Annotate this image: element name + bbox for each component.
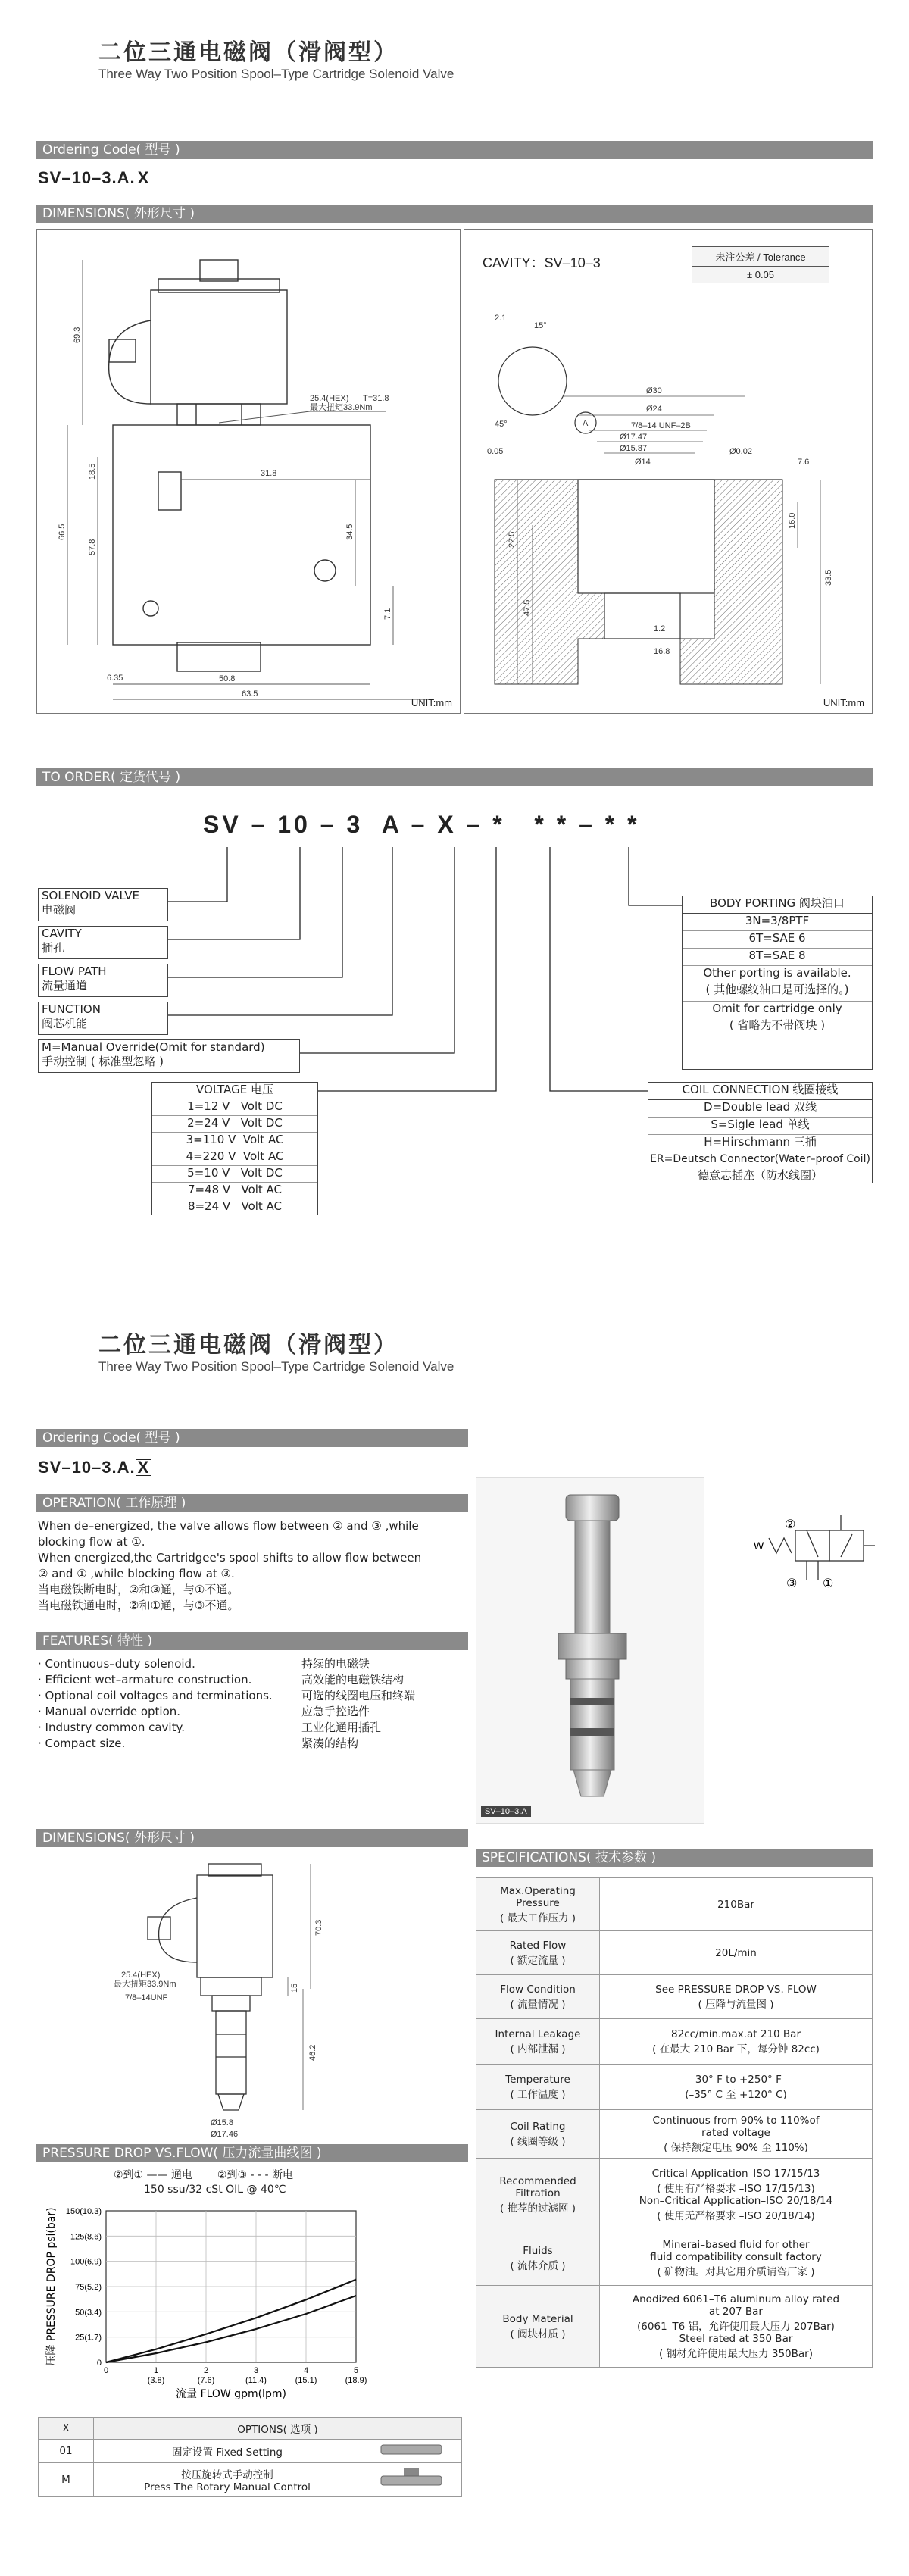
label-manual-cn: 手动控制 ( 标准型忽略 ) bbox=[42, 1055, 164, 1068]
to-order-bar: TO ORDER( 定货代号 ) bbox=[36, 768, 873, 786]
y-tick-label: 100(6.9) bbox=[70, 2257, 102, 2267]
label-flow-path-cn: 流量通道 bbox=[42, 979, 88, 993]
x-tick-label: (11.4) bbox=[245, 2376, 267, 2385]
model-code-prefix: SV–10–3.A. bbox=[38, 1458, 136, 1477]
dim-635b: 63.5 bbox=[242, 689, 258, 699]
feature-item: · Compact size. bbox=[38, 1737, 126, 1750]
y-tick-label: 75(5.2) bbox=[75, 2283, 102, 2292]
dim-635: 6.35 bbox=[107, 674, 123, 683]
operation-line: When de–energized, the valve allows flow between ② and ③ ,while bbox=[38, 1519, 419, 1533]
symbol-port-2: ② bbox=[785, 1517, 796, 1531]
spec-value: Anodized 6061–T6 aluminum alloy rated at 207 Bar (6061–T6 铝，允许使用最大压力 207Bar) Steel rated at 350 Bar ( 钢材允许使用最大压力 350Bar) bbox=[600, 2286, 873, 2368]
page2-dimension-drawing bbox=[38, 1852, 462, 2144]
dim-665: 66.5 bbox=[58, 524, 67, 540]
cav-a: A bbox=[583, 419, 589, 428]
page2-ordering-bar: Ordering Code( 型号 ) bbox=[36, 1429, 468, 1447]
feature-item: · Manual override option. bbox=[38, 1705, 181, 1718]
cavity-title: CAVITY：SV–10–3 bbox=[483, 255, 601, 270]
x-tick-label: 5 bbox=[353, 2366, 359, 2375]
p2-d462: 46.2 bbox=[308, 2044, 317, 2061]
cav-d24: Ø24 bbox=[646, 405, 662, 414]
coil-row: H=Hirschmann 三插 bbox=[648, 1135, 872, 1152]
body-title: BODY PORTING 阀块油口 bbox=[683, 896, 872, 914]
x-tick-label: (7.6) bbox=[197, 2376, 215, 2385]
x-tick-label: (3.8) bbox=[147, 2376, 165, 2385]
hydraulic-symbol bbox=[750, 1512, 879, 1595]
dim-508: 50.8 bbox=[219, 674, 236, 683]
coil-table bbox=[648, 1082, 873, 1183]
chart-legend bbox=[114, 2167, 293, 2182]
feature-item: · Efficient wet–armature construction. bbox=[38, 1673, 252, 1687]
option-code: M bbox=[39, 2463, 94, 2497]
spec-row bbox=[476, 2019, 873, 2065]
page1-title-en: Three Way Two Position Spool–Type Cartridge Solenoid Valve bbox=[98, 67, 454, 81]
voltage-row: 4=220 V Volt AC bbox=[152, 1149, 317, 1166]
tolerance-value: ± 0.05 bbox=[746, 269, 775, 280]
y-tick-label: 125(8.6) bbox=[70, 2232, 102, 2242]
label-cavity-cn: 插孔 bbox=[42, 941, 65, 955]
dim-t: T=31.8 bbox=[363, 394, 389, 403]
photo-caption: SV–10–3.A bbox=[481, 1806, 531, 1817]
x-tick-label: 2 bbox=[203, 2366, 209, 2375]
cav-45: 45° bbox=[495, 420, 508, 429]
cav-15: 15° bbox=[534, 321, 547, 330]
model-code-box: X bbox=[136, 170, 152, 186]
feature-item-cn: 紧凑的结构 bbox=[301, 1737, 359, 1750]
page2-title-en: Three Way Two Position Spool–Type Cartridge Solenoid Valve bbox=[98, 1359, 454, 1374]
page2-title-cn: 二位三通电磁阀（滑阀型） bbox=[98, 1332, 398, 1358]
spec-value: –30° F to +250° F (–35° C 至 +120° C) bbox=[600, 2065, 873, 2110]
body-porting-table bbox=[682, 896, 873, 1070]
spec-row bbox=[476, 2110, 873, 2159]
feature-item-cn: 应急手控选件 bbox=[301, 1705, 370, 1718]
coil-title: COIL CONNECTION 线圈接线 bbox=[648, 1083, 872, 1100]
x-tick-label: 4 bbox=[303, 2366, 309, 2375]
symbol-w: W bbox=[754, 1540, 764, 1552]
x-tick-label: 1 bbox=[153, 2366, 159, 2375]
y-axis-label: 压降 PRESSURE DROP psi(bar) bbox=[45, 2207, 58, 2366]
voltage-row: 7=48 V Volt AC bbox=[152, 1183, 317, 1199]
operation-line: ② and ① ,while blocking flow at ③. bbox=[38, 1567, 235, 1580]
label-solenoid-cn: 电磁阀 bbox=[42, 903, 77, 917]
legend-energized: ②到① —— 通电 bbox=[114, 2169, 193, 2181]
option-code: 01 bbox=[39, 2440, 94, 2463]
y-tick-label: 0 bbox=[96, 2359, 102, 2368]
spec-key: Temperature ( 工作温度 ) bbox=[476, 2065, 600, 2110]
cav-d1587: Ø15.87 bbox=[620, 444, 648, 453]
spec-row bbox=[476, 1931, 873, 1975]
cartridge-outline bbox=[38, 1852, 462, 2144]
options-table-grid bbox=[38, 2417, 462, 2497]
dim-hex: 25.4(HEX) bbox=[310, 394, 349, 403]
spec-key: Fluids ( 流体介质 ) bbox=[476, 2231, 600, 2286]
label-manual-en: M=Manual Override(Omit for standard) bbox=[42, 1040, 265, 1054]
p2-thread: 7/8–14UNF bbox=[125, 1993, 168, 2002]
operation-line: blocking flow at ①. bbox=[38, 1535, 145, 1549]
p2-torque: 最大扭矩33.9Nm bbox=[114, 1980, 176, 1989]
dim-318: 31.8 bbox=[261, 469, 277, 478]
y-tick-label: 25(1.7) bbox=[75, 2333, 102, 2343]
cav-d12: 1.2 bbox=[654, 624, 666, 633]
spec-value: 20L/min bbox=[600, 1931, 873, 1975]
cavity-drawing bbox=[464, 230, 872, 713]
dimensions-left-panel bbox=[36, 229, 461, 714]
cav-d14: Ø14 bbox=[635, 458, 651, 467]
spec-key: Max.Operating Pressure ( 最大工作压力 ) bbox=[476, 1878, 600, 1931]
coil-row: ER=Deutsch Connector(Water–proof Coil) bbox=[650, 1153, 870, 1165]
label-function bbox=[38, 1002, 168, 1035]
voltage-row: 5=10 V Volt DC bbox=[152, 1166, 317, 1183]
label-solenoid-en: SOLENOID VALVE bbox=[42, 889, 139, 902]
body-row: 8T=SAE 8 bbox=[683, 949, 872, 966]
options-head-x: X bbox=[39, 2418, 94, 2440]
cavity-panel bbox=[464, 229, 873, 714]
spec-table bbox=[476, 1877, 873, 2368]
cav-thread: 7/8–14 UNF–2B bbox=[631, 421, 691, 430]
feature-item: · Optional coil voltages and terminations. bbox=[38, 1689, 273, 1702]
spec-value: 82cc/min.max.at 210 Bar ( 在最大 210 Bar 下，每分钟 82cc) bbox=[600, 2019, 873, 2065]
dim-693: 69.3 bbox=[73, 327, 82, 343]
p2-d158: Ø15.8 bbox=[211, 2118, 233, 2127]
coil-row: 德意志插座（防水线圈） bbox=[697, 1168, 823, 1182]
cavity-unit: UNIT:mm bbox=[823, 697, 864, 708]
operation-line: When energized,the Cartridgee's spool shifts to allow flow between bbox=[38, 1551, 422, 1565]
feature-item-cn: 工业化通用插孔 bbox=[301, 1721, 382, 1734]
feature-item-cn: 高效能的电磁铁结构 bbox=[301, 1673, 405, 1687]
dim-71: 7.1 bbox=[383, 608, 392, 620]
y-tick-label: 150(10.3) bbox=[65, 2207, 102, 2216]
feature-item: · Continuous–duty solenoid. bbox=[38, 1657, 195, 1671]
symbol-port-1: ① bbox=[823, 1576, 834, 1590]
cav-d475: 47.5 bbox=[523, 599, 532, 616]
operation-line: 当电磁铁通电时，②和①通，与③不通。 bbox=[38, 1599, 239, 1612]
cav-d168: 16.8 bbox=[654, 647, 670, 656]
dim-185: 18.5 bbox=[88, 463, 97, 480]
coil-row: D=Double lead 双线 bbox=[648, 1100, 872, 1118]
body-row: Omit for cartridge only bbox=[712, 1002, 842, 1015]
model-code-box: X bbox=[136, 1459, 152, 1476]
chart-bar: PRESSURE DROP VS.FLOW( 压力流量曲线图 ) bbox=[36, 2144, 468, 2162]
tolerance-label: 未注公差 / Tolerance bbox=[692, 247, 829, 267]
spec-key: Body Material ( 阀块材质 ) bbox=[476, 2286, 600, 2368]
dim-578: 57.8 bbox=[88, 539, 97, 555]
order-code-string: SV – 10 – 3 A – X – * * * – * * bbox=[203, 811, 640, 838]
spec-row bbox=[476, 2065, 873, 2110]
page1-dimensions-bar: DIMENSIONS( 外形尺寸 ) bbox=[36, 205, 873, 223]
cav-d225: 22.5 bbox=[508, 531, 517, 548]
p2-hex: 25.4(HEX) bbox=[121, 1971, 161, 1980]
body-row: ( 其他螺纹油口是可选择的。) bbox=[683, 983, 872, 1002]
cav-d1747: Ø17.47 bbox=[620, 433, 648, 442]
body-row: 3N=3/8PTF bbox=[683, 914, 872, 931]
features-en bbox=[38, 1656, 295, 1752]
label-function-en: FUNCTION bbox=[42, 1002, 101, 1016]
feature-item-cn: 持续的电磁铁 bbox=[301, 1657, 370, 1671]
x-tick-label: (18.9) bbox=[345, 2376, 367, 2385]
y-tick-label: 50(3.4) bbox=[75, 2308, 102, 2318]
spec-key: Flow Condition ( 流量情况 ) bbox=[476, 1975, 600, 2019]
operation-bar: OPERATION( 工作原理 ) bbox=[36, 1494, 468, 1512]
label-manual bbox=[38, 1039, 300, 1073]
cav-perp: 0.05 bbox=[487, 447, 504, 456]
feature-item-cn: 可选的线圈电压和终端 bbox=[301, 1689, 416, 1702]
x-axis-label: 流量 FLOW gpm(lpm) bbox=[176, 2388, 286, 2400]
features-bar: FEATURES( 特性 ) bbox=[36, 1632, 468, 1650]
cav-d160: 16.0 bbox=[788, 512, 797, 529]
cav-d335: 33.5 bbox=[824, 569, 833, 586]
tolerance-box bbox=[692, 246, 829, 283]
spec-key: Rated Flow ( 额定流量 ) bbox=[476, 1931, 600, 1975]
spec-value: See PRESSURE DROP VS. FLOW ( 压降与流量图 ) bbox=[600, 1975, 873, 2019]
voltage-table bbox=[152, 1082, 318, 1215]
dim-torque: 最大扭矩33.9Nm bbox=[310, 403, 373, 412]
label-flow-path-en: FLOW PATH bbox=[42, 964, 107, 978]
label-flow-path bbox=[38, 964, 168, 997]
operation-line: 当电磁铁断电时，②和③通，与①不通。 bbox=[38, 1583, 239, 1596]
options-head: OPTIONS( 选项 ) bbox=[94, 2418, 462, 2440]
valve-photo-drawing bbox=[476, 1478, 704, 1823]
pressure-drop-chart bbox=[38, 2197, 462, 2417]
label-solenoid bbox=[38, 888, 168, 921]
spec-bar: SPECIFICATIONS( 技术参数 ) bbox=[476, 1849, 873, 1867]
x-tick-label: 3 bbox=[253, 2366, 259, 2375]
valve-outline-drawing bbox=[37, 230, 460, 713]
features-cn bbox=[301, 1656, 461, 1752]
page2-model-code bbox=[38, 1458, 152, 1477]
series-line-1 bbox=[106, 2280, 356, 2362]
voltage-row: 1=12 V Volt DC bbox=[152, 1099, 317, 1116]
spec-row bbox=[476, 2159, 873, 2231]
operation-text bbox=[38, 1518, 462, 1614]
dims-left-unit: UNIT:mm bbox=[411, 697, 452, 708]
body-row: Other porting is available. bbox=[703, 966, 851, 980]
spec-key: Recommended Filtration ( 推荐的过滤网 ) bbox=[476, 2159, 600, 2231]
spec-row bbox=[476, 2286, 873, 2368]
options-table bbox=[38, 2417, 462, 2497]
body-row: ( 省略为不带阀块 ) bbox=[729, 1018, 826, 1032]
cav-d21: 2.1 bbox=[495, 314, 507, 323]
model-code-prefix: SV–10–3.A. bbox=[38, 168, 136, 187]
spec-row bbox=[476, 2231, 873, 2286]
page2-dimensions-bar: DIMENSIONS( 外形尺寸 ) bbox=[36, 1829, 468, 1847]
cav-d76: 7.6 bbox=[798, 458, 810, 467]
voltage-row: 3=110 V Volt AC bbox=[152, 1133, 317, 1149]
spec-value: Minerai–based fluid for other fluid compatibility consult factory ( 矿物油。对其它用介质请咨厂家 ) bbox=[600, 2231, 873, 2286]
spec-row bbox=[476, 1878, 873, 1931]
feature-item: · Industry common cavity. bbox=[38, 1721, 185, 1734]
option-fixed-icon bbox=[361, 2440, 462, 2463]
p2-d703: 70.3 bbox=[314, 1919, 323, 1936]
label-cavity-en: CAVITY bbox=[42, 927, 82, 940]
legend-deenergized: ②到③ - - - 断电 bbox=[217, 2169, 293, 2181]
spec-key: Internal Leakage ( 内部泄漏 ) bbox=[476, 2019, 600, 2065]
page1-title-cn: 二位三通电磁阀（滑阀型） bbox=[98, 39, 398, 66]
spec-value: Critical Application–ISO 17/15/13 ( 使用有严格要求 –ISO 17/15/13) Non–Critical Application–ISO 20/18/14 ( 使用无严格要求 –ISO 20/18/14) bbox=[600, 2159, 873, 2231]
p2-d15: 15 bbox=[290, 1983, 299, 1993]
cav-runout: Ø0.02 bbox=[729, 447, 752, 456]
p2-d174: Ø17.46 bbox=[211, 2130, 239, 2139]
spec-value: Continuous from 90% to 110%of rated voltage ( 保持额定电压 90% 至 110%) bbox=[600, 2110, 873, 2159]
chart-oil-note: 150 ssu/32 cSt OIL @ 40℃ bbox=[144, 2184, 286, 2196]
label-cavity bbox=[38, 926, 168, 959]
voltage-row: 2=24 V Volt DC bbox=[152, 1116, 317, 1133]
spec-value: 210Bar bbox=[600, 1878, 873, 1931]
page1-model-code bbox=[38, 168, 152, 188]
cav-d30: Ø30 bbox=[646, 386, 662, 395]
coil-row: S=Sigle lead 单线 bbox=[648, 1118, 872, 1135]
body-row: 6T=SAE 6 bbox=[683, 931, 872, 949]
label-function-cn: 阀芯机能 bbox=[42, 1017, 88, 1030]
option-text: 固定设置 Fixed Setting bbox=[94, 2440, 361, 2463]
option-manual-icon bbox=[361, 2463, 462, 2497]
x-tick-label: 0 bbox=[103, 2366, 109, 2375]
symbol-port-3: ③ bbox=[786, 1576, 798, 1590]
x-tick-label: (15.1) bbox=[295, 2376, 317, 2385]
voltage-row: 8=24 V Volt AC bbox=[187, 1199, 283, 1213]
spec-table-grid bbox=[476, 1877, 873, 2368]
spec-row bbox=[476, 1975, 873, 2019]
page1-ordering-bar: Ordering Code( 型号 ) bbox=[36, 141, 873, 159]
product-photo bbox=[476, 1477, 704, 1824]
spec-key: Coil Rating ( 线圈等级 ) bbox=[476, 2110, 600, 2159]
voltage-title: VOLTAGE 电压 bbox=[152, 1083, 317, 1099]
hydraulic-symbol-drawing bbox=[750, 1512, 879, 1595]
dim-345: 34.5 bbox=[345, 524, 355, 540]
option-text: 按压旋转式手动控制 Press The Rotary Manual Control bbox=[94, 2463, 361, 2497]
